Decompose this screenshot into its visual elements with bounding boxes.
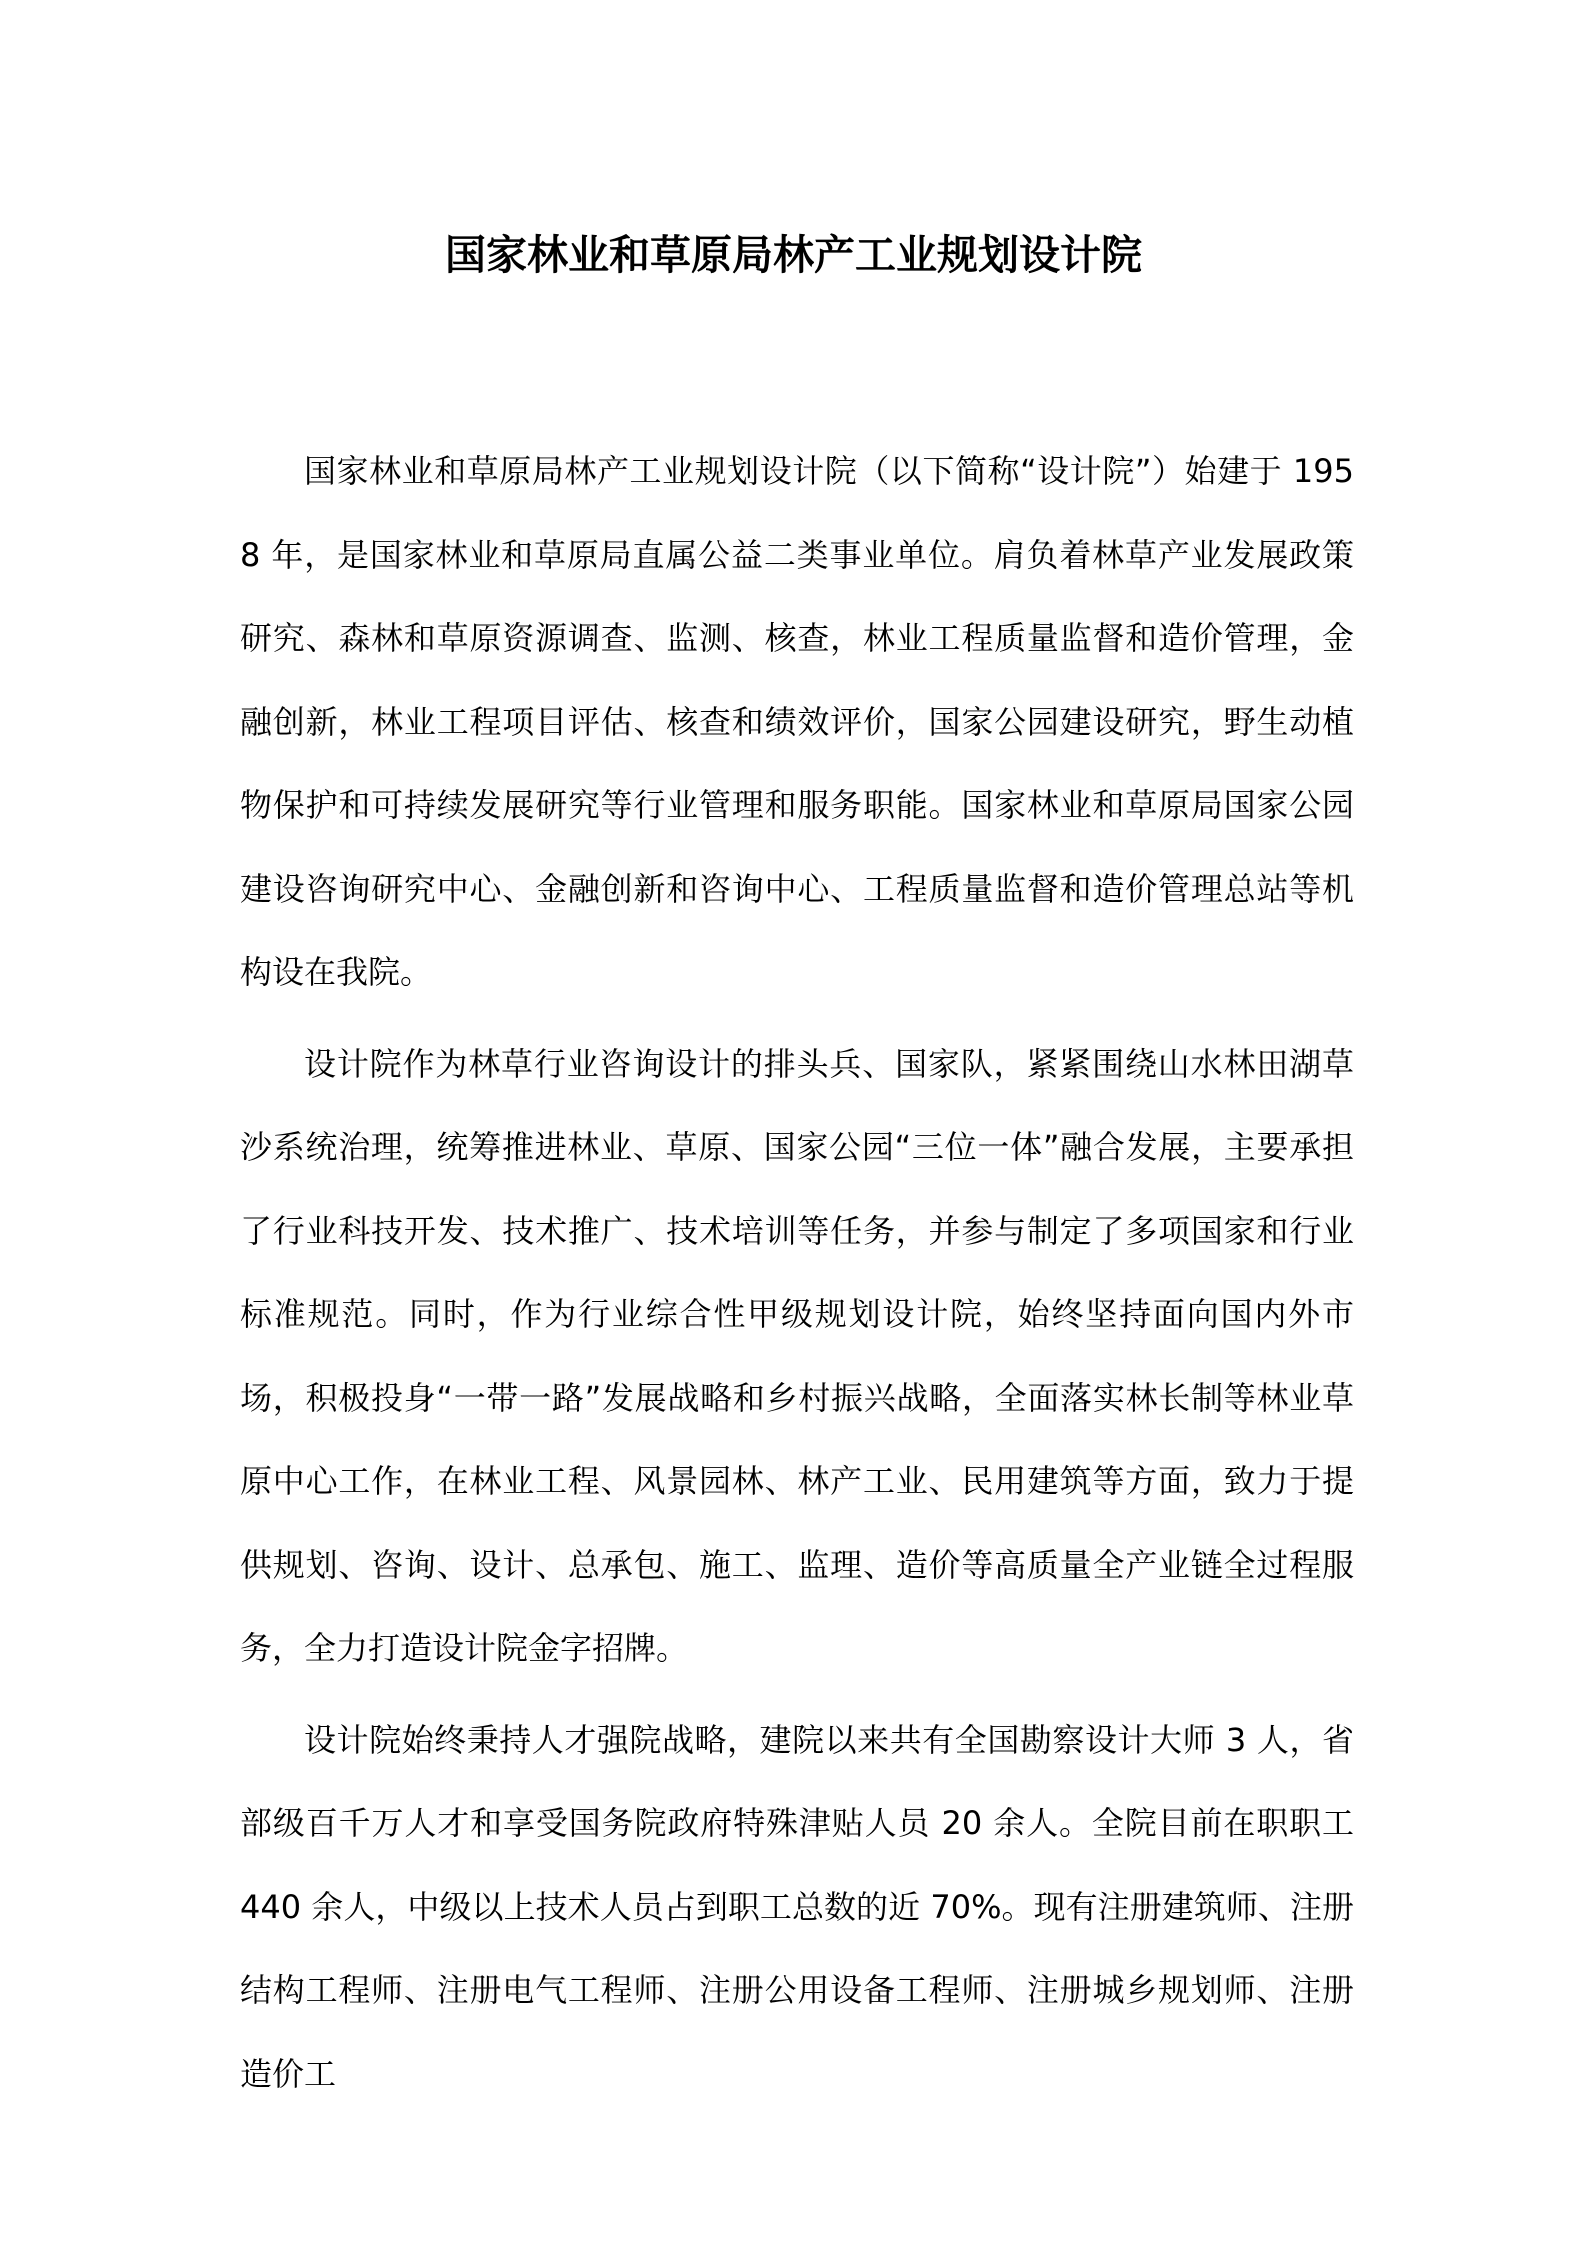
paragraph-history: 国家林业和草原局林产工业规划设计院（以下简称“设计院”）始建于 1958 年，是国家林业和草原局直属公益二类事业单位。肩负着林草产业发展政策研究、森林和草原资源调查、监测、核查，林业工程质量监督和造价管理，金融创新，林业工程项目评估、核查和绩效评价，国家公园建设研究，野生动植物保护和可持续发展研究等行业管理和服务职能。国家林业和草原局国家公园建设咨询研究中心、金融创新和咨询中心、工程质量监督和造价管理总站等机构设在我院。 — [240, 452, 1354, 991]
paragraph-mission: 设计院作为林草行业咨询设计的排头兵、国家队，紧紧围绕山水林田湖草沙系统治理，统筹推进林业、草原、国家公园“三位一体”融合发展，主要承担了行业科技开发、技术推广、技术培训等任务，并参与制定了多项国家和行业标准规范。同时，作为行业综合性甲级规划设计院，始终坚持面向国内外市场，积极投身“一带一路”发展战略和乡村振兴战略，全面落实林长制等林业草原中心工作，在林业工程、风景园林、林产工业、民用建筑等方面，致力于提供规划、咨询、设计、总承包、施工、监理、造价等高质量全产业链全过程服务，全力打造设计院金字招牌。 — [240, 1044, 1354, 1667]
paragraph-talent: 设计院始终秉持人才强院战略，建院以来共有全国勘察设计大师 3 人，省部级百千万人才和享受国务院政府特殊津贴人员 20 余人。全院目前在职职工 440 余人，中级以上技术人员占到职工总数的近 70%。现有注册建筑师、注册结构工程师、注册电气工程师、注册公用设备工程师、注册城乡规划师、注册造价工 — [240, 1720, 1354, 2093]
document-title: 国家林业和草原局林产工业规划设计院 — [445, 231, 1142, 279]
document-body — [240, 430, 1354, 2124]
